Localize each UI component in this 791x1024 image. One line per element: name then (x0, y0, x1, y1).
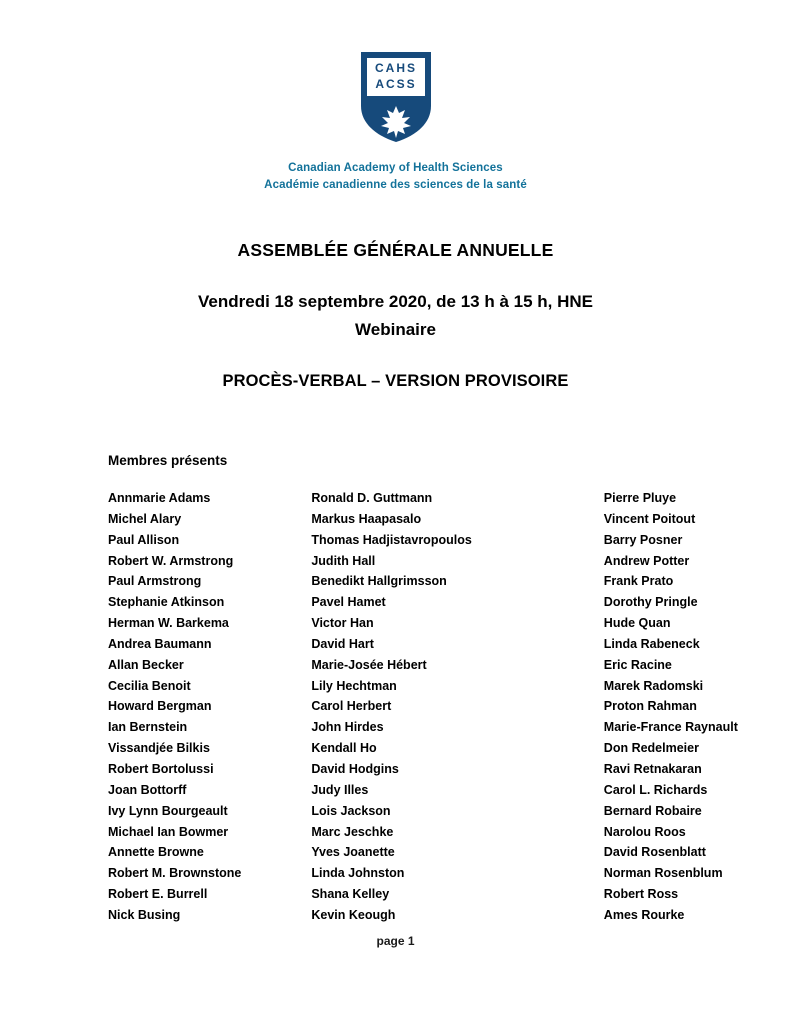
list-item: Ravi Retnakaran (603, 761, 702, 776)
list-item: Lily Hechtman (311, 678, 397, 693)
members-heading: Membres présents (108, 453, 228, 468)
list-item: Annette Browne (108, 845, 204, 860)
list-item: Stephanie Atkinson (108, 595, 225, 610)
list-item: Cecilia Benoit (108, 678, 191, 693)
list-item: Ian Bernstein (108, 720, 188, 735)
logo-block (0, 0, 791, 194)
list-item: Shana Kelley (311, 887, 390, 902)
list-item: Narolou Roos (603, 824, 686, 839)
list-item: Herman W. Barkema (108, 616, 229, 631)
list-item: Howard Bergman (108, 699, 212, 714)
list-item: Norman Rosenblum (603, 866, 723, 881)
meeting-format: Webinaire (355, 320, 436, 339)
members-column-3 (472, 488, 738, 926)
list-item: Pierre Pluye (603, 491, 677, 505)
list-item: Dorothy Pringle (603, 595, 698, 610)
list-item: Thomas Hadjistavropoulos (311, 532, 472, 547)
members-column-1 (108, 488, 241, 926)
list-item: Paul Armstrong (108, 574, 202, 589)
list-item: Vissandjée Bilkis (108, 741, 210, 756)
meeting-datetime: Vendredi 18 septembre 2020, de 13 h à 15 h, HNE (198, 292, 593, 311)
list-item: Ivy Lynn Bourgeault (108, 803, 228, 818)
list-item: Ronald D. Guttmann (311, 491, 433, 505)
list-item: Robert E. Burrell (108, 887, 208, 902)
list-item: Eric Racine (603, 657, 672, 672)
list-item: Annmarie Adams (108, 491, 211, 505)
list-item: Marie-France Raynault (603, 720, 738, 735)
list-item: Robert M. Brownstone (108, 866, 242, 881)
list-item: Vincent Poitout (603, 511, 696, 526)
list-item: John Hirdes (311, 720, 384, 735)
list-item: Barry Posner (603, 532, 683, 547)
list-item: Bernard Robaire (603, 803, 702, 818)
list-item: Lois Jackson (311, 803, 391, 818)
list-item: David Hodgins (311, 761, 399, 776)
list-item: Pavel Hamet (311, 595, 386, 610)
list-item: Andrea Baumann (108, 636, 212, 651)
members-section (0, 453, 791, 926)
svg-text:CAHS: CAHS (374, 61, 417, 75)
list-item: Carol Herbert (311, 699, 392, 714)
list-item: Marek Radomski (603, 678, 704, 693)
list-item: David Rosenblatt (603, 845, 706, 860)
list-item: Don Redelmeier (603, 741, 699, 756)
members-column-2 (241, 488, 471, 926)
list-item: Robert W. Armstrong (108, 553, 234, 568)
page-number-footer: page 1 (376, 934, 415, 948)
list-item: Judy Illes (311, 782, 369, 797)
page-title: ASSEMBLÉE GÉNÉRALE ANNUELLE (237, 240, 554, 260)
list-item: Paul Allison (108, 532, 180, 547)
org-name-en: Canadian Academy of Health Sciences (288, 162, 503, 174)
document-subtitle: PROCÈS-VERBAL – VERSION PROVISOIRE (222, 372, 569, 390)
list-item: Nick Busing (108, 907, 181, 922)
list-item: Robert Bortolussi (108, 761, 214, 776)
list-item: Carol L. Richards (603, 782, 708, 797)
list-item: Kevin Keough (311, 907, 396, 922)
list-item: Robert Ross (603, 887, 679, 902)
list-item: Judith Hall (311, 553, 376, 568)
list-item: Allan Becker (108, 657, 184, 672)
members-columns (108, 488, 738, 926)
list-item: Michael Ian Bowmer (108, 824, 229, 839)
list-item: Benedikt Hallgrimsson (311, 574, 447, 589)
list-item: Joan Bottorff (108, 782, 187, 797)
list-item: Linda Johnston (311, 866, 405, 881)
list-item: Proton Rahman (603, 699, 697, 714)
list-item: Michel Alary (108, 511, 182, 526)
list-item: Victor Han (311, 616, 374, 631)
list-item: David Hart (311, 636, 374, 651)
list-item: Yves Joanette (311, 845, 395, 860)
list-item: Frank Prato (603, 574, 674, 589)
list-item: Kendall Ho (311, 741, 377, 756)
list-item: Andrew Potter (603, 553, 690, 568)
list-item: Marc Jeschke (311, 824, 394, 839)
meeting-details (0, 288, 791, 344)
list-item: Linda Rabeneck (603, 636, 700, 651)
list-item: Hude Quan (603, 616, 671, 631)
list-item: Markus Haapasalo (311, 511, 422, 526)
organization-names (264, 160, 527, 194)
list-item: Marie-Josée Hébert (311, 657, 427, 672)
list-item: Ames Rourke (603, 907, 685, 922)
svg-text:ACSS: ACSS (374, 77, 417, 91)
org-name-fr: Académie canadienne des sciences de la santé (264, 179, 527, 191)
cahs-shield-crest-icon (355, 48, 437, 146)
